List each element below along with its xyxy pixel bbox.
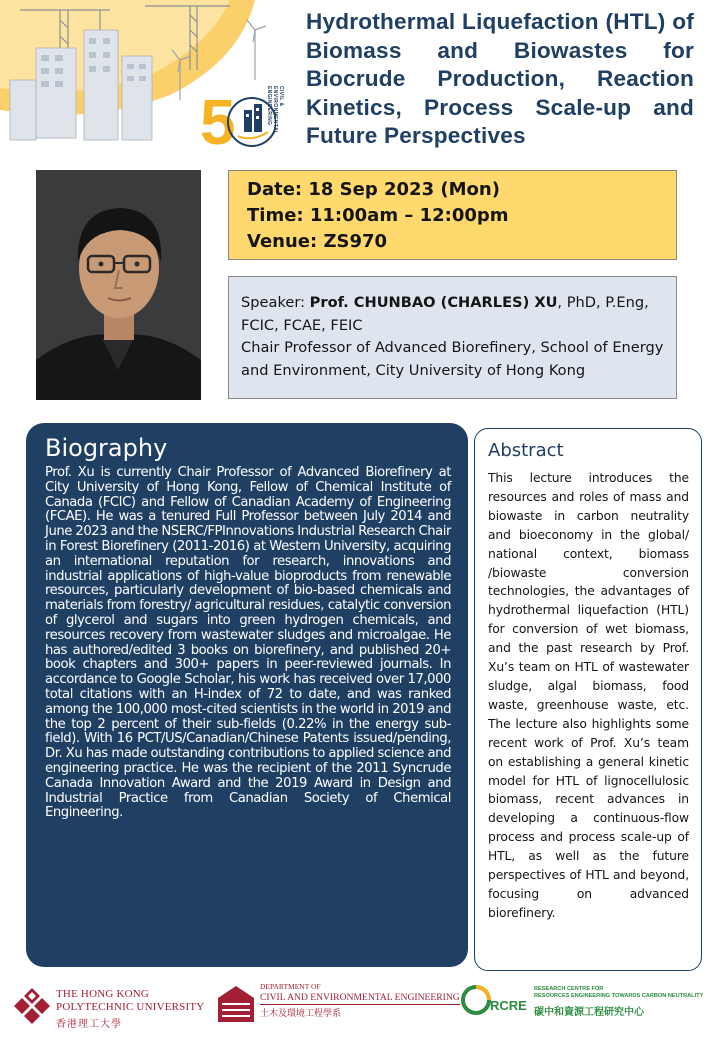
abstract-text: This lecture introduces the resources and roles of mass and biowaste in carbon neutrality and bioeconomy in the global/ national context, biomass /biowaste conversion technologies, the advantages of hydrothermal liquefaction (HTL) for conversion of wet biomass, and the past research by Prof. Xu’s team on HTL of wastewater sludge, algal biomass, food waste, greenhouse waste, etc. The lecture also highlights some recent work of Prof. Xu’s team on establishing a general kinetic model for HTL of lignocellulosic biomass, recent advances in developing a continuous-flow process and process scale-up of HTL, as well as the future perspectives of HTL and beyond, focusing on advanced biorefinery. xyxy=(488,471,689,920)
lecture-title: Hydrothermal Liquefaction (HTL) of Biomass and Biowastes for Biocrude Production, Reaction Kinetics, Process Scale-up and Future Perspectives xyxy=(306,9,694,148)
event-venue: Venue: ZS970 xyxy=(247,231,388,252)
event-date: Date: 18 Sep 2023 (Mon) xyxy=(247,179,500,200)
speaker-name: Prof. CHUNBAO (CHARLES) XU xyxy=(309,294,558,311)
cee-name-line2: CIVIL AND ENVIRONMENTAL ENGINEERING xyxy=(260,992,460,1003)
polyu-logo xyxy=(12,984,212,1030)
rcre-name-line1: RESEARCH CENTRE FOR xyxy=(534,986,604,992)
event-time: Time: 11:00am – 12:00pm xyxy=(247,205,509,226)
event-details-box xyxy=(228,170,677,260)
speaker-credentials: , PhD, P.Eng, FCIC, FCAE, FEIC xyxy=(241,294,649,334)
speaker-position: Chair Professor of Advanced Biorefinery, School of Energy and Environment, City University of Hong Kong xyxy=(241,339,664,379)
biography-heading: Biography xyxy=(45,434,168,462)
biography-panel xyxy=(26,423,468,967)
rcre-name-line2: RESOURCES ENGINEERING TOWARDS CARBON NEUTRALITY xyxy=(534,993,704,999)
speaker-line xyxy=(241,292,666,337)
speaker-info-box xyxy=(228,276,677,399)
cee-name-line1: DEPARTMENT OF xyxy=(260,982,321,991)
polyu-name-zh: 香港理工大學 xyxy=(56,1019,122,1030)
polyu-name-line2: POLYTECHNIC UNIVERSITY xyxy=(56,1001,205,1013)
cee-department-logo xyxy=(216,982,460,1028)
biography-text: Prof. Xu is currently Chair Professor of Advanced Biorefinery at City University of Hong Kong, Fellow of Chemical Institute of Canada (FCIC) and Fellow of Canadian Academy of Engineering (FCAE). He was a tenured Full Professor between July 2014 and June 2023 and the NSERC/FPInnovations Industrial Research Chair in Forest Biorefinery (2011-2016) at Western University, acquiring an international reputation for research, innovations and industrial applications of high-value bioproducts from renewable resources, particularly development of bio-based chemicals and materials from forestry/ agricultural residues, catalytic conversion of glycerol and sugars into green hydrogen chemicals, and resources recovery from wastewater sludges and microalgae. He has authored/edited 3 books on biorefinery, and published 20+ book chapters and 300+ papers in peer-reviewed journals. In accordance to Google Scholar, his work has received over 17,000 total citations with an H-index of 72 to date, and was ranked among the 100,000 most-cited scientists in the world in 2019 and the top 2 percent of their sub-fields (0.22% in the energy sub-field). With 16 PCT/US/Canadian/Chinese Patents issued/pending, Dr. Xu has made outstanding contributions to applied science and engineering practice. He was the recipient of the 2011 Syncrude Canada Innovation Award and the 2019 Award in Design and Industrial Practice from Canadian Society of Chemical Engineering. xyxy=(45,465,451,821)
polyu-emblem-icon xyxy=(12,986,52,1026)
abstract-heading: Abstract xyxy=(488,440,564,461)
cee-emblem-icon xyxy=(216,984,256,1024)
rcre-acronym: RCRE xyxy=(490,998,527,1013)
rcre-logo xyxy=(460,984,710,1030)
rcre-name-zh: 碳中和資源工程研究中心 xyxy=(534,1007,644,1018)
cee-name-zh: 土木及環境工程學系 xyxy=(260,1008,342,1018)
speaker-label: Speaker: xyxy=(241,294,310,311)
anniversary-logo-text: CIVIL & ENVIRONMENTAL ENGINEERING xyxy=(266,86,284,135)
rcre-emblem-icon xyxy=(460,984,492,1016)
speaker-photo xyxy=(36,170,201,400)
polyu-name-line1: THE HONG KONG xyxy=(56,988,150,1000)
svg-text:5: 5 xyxy=(200,86,236,156)
abstract-panel xyxy=(474,428,702,971)
